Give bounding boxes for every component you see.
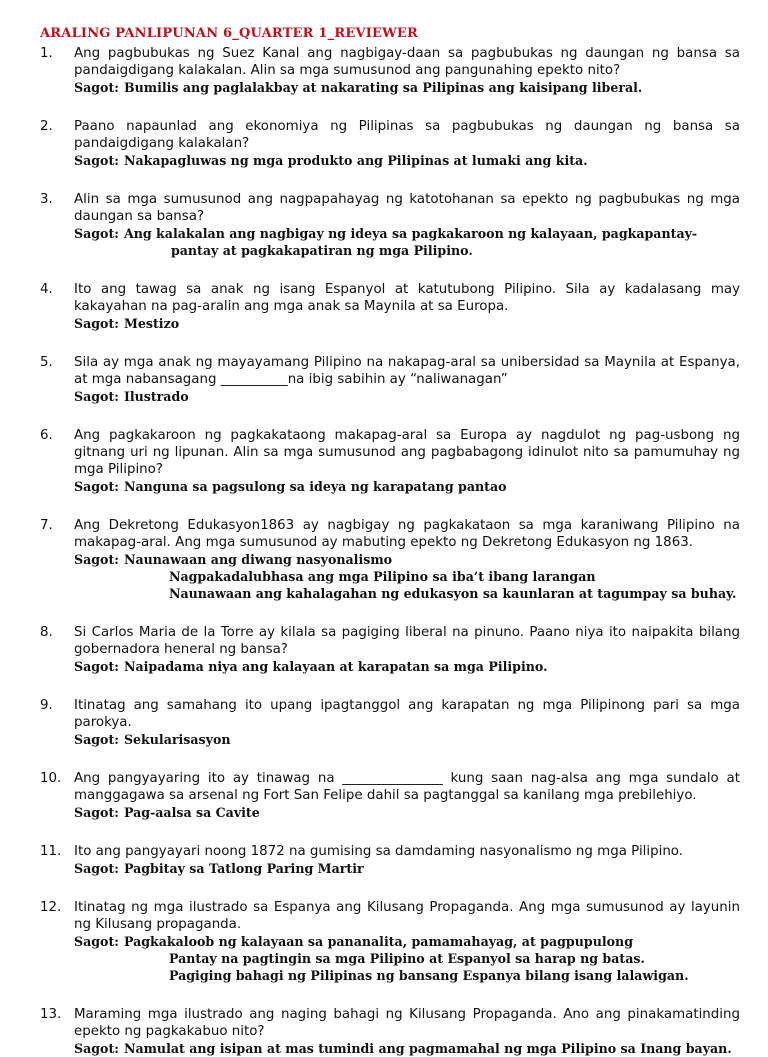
answer-text: Sekularisasyon [123,732,231,747]
question-text: Paano napaunlad ang ekonomiya ng Pilipinas sa pagbubukas ng daungan ng bansa sa pandaigdigang kalakalan? [74,119,740,151]
document-title: ARALING PANLIPUNAN 6_QUARTER 1_REVIEWER [40,26,419,41]
question-item [40,843,740,877]
question-body [74,281,740,332]
answer-text: Namulat ang isipan at mas tumindi ang pagmamahal ng mga Pilipino sa Inang bayan. [123,1041,732,1056]
answer-label: Sagot: [74,389,119,404]
question-body [74,899,740,984]
answer-block [74,1040,740,1057]
question-text: Alin sa mga sumusunod ang nagpapahayag ng katotohanan sa epekto ng pagbubukas ng mga daungan sa bansa? [74,192,740,224]
question-body [74,1006,740,1057]
answer-label: Sagot: [74,226,119,241]
question-text: Ito ang tawag sa anak ng isang Espanyol at katutubong Pilipino. Sila ay kadalasang may kakayahan na pag-aralin ang mga anak sa Maynila at sa Europa. [74,282,740,314]
question-text: Ang pangyayaring ito ay tinawag na _______________ kung saan nag-alsa ang mga sundalo at manggagawa sa arsenal ng Fort San Felipe dahil sa pagtanggal sa kanilang mga prebilehiyo. [74,771,740,803]
question-text: Itinatag ng mga ilustrado sa Espanya ang Kilusang Propaganda. Ang mga sumusunod ay layunin ng Kilusang propaganda. [74,900,740,932]
answer-text: pantay at pagkakapatiran ng mga Pilipino. [170,243,473,258]
answer-block [74,79,740,96]
question-list [40,45,740,1057]
question-number: 4. [40,282,53,297]
answer-text: Ang kalakalan ang nagbigay ng ideya sa pagkakaroon ng kalayaan, pagkapantay- [123,226,698,241]
answer-block [74,860,740,877]
answer-text: Bumilis ang paglalakbay at nakarating sa Pilipinas ang kaisipang liberal. [123,80,643,95]
question-item [40,899,740,984]
question-text: Ito ang pangyayari noong 1872 na gumising sa damdaming nasyonalismo ng mga Pilipino. [74,844,684,859]
answer-text: Pag-aalsa sa Cavite [123,805,260,820]
question-item [40,427,740,495]
question-text: Ang pagbubukas ng Suez Kanal ang nagbigay-daan sa pagbubukas ng daungan ng bansa sa pandaigdigang kalakalan. Alin sa mga sumusunod ang pangunahing epekto nito? [74,46,740,78]
answer-label: Sagot: [74,316,119,331]
question-body [74,118,740,169]
answer-block [74,388,740,405]
answer-label: Sagot: [74,153,119,168]
question-number: 13. [40,1007,62,1022]
question-body [74,843,740,877]
question-number: 2. [40,119,53,134]
question-item [40,354,740,405]
answer-text: Naunawaan ang diwang nasyonalismo [123,552,393,567]
question-item [40,697,740,748]
question-item [40,517,740,602]
question-body [74,354,740,405]
answer-label: Sagot: [74,861,119,876]
question-number: 6. [40,428,53,443]
question-text: Ang Dekretong Edukasyon1863 ay nagbigay ng pagkakataon sa mga karaniwang Pilipino na makapag-aral. Ang mga sumusunod ay mabuting epekto ng Dekretong Edukasyon ng 1863. [74,518,740,550]
answer-text: Pagiging bahagi ng Pilipinas ng bansang Espanya bilang isang lalawigan. [168,968,689,983]
answer-label: Sagot: [74,934,119,949]
question-number: 3. [40,192,53,207]
answer-text: Nanguna sa pagsulong sa ideya ng karapatang pantao [123,479,507,494]
question-body [74,624,740,675]
answer-label: Sagot: [74,1041,119,1056]
answer-text: Mestizo [123,316,180,331]
question-item [40,45,740,96]
question-number: 1. [40,46,53,61]
question-number: 5. [40,355,53,370]
answer-label: Sagot: [74,659,119,674]
question-body [74,191,740,259]
answer-label: Sagot: [74,732,119,747]
question-body [74,45,740,96]
answer-block [74,804,740,821]
question-text: Si Carlos Maria de la Torre ay kilala sa pagiging liberal na pinuno. Paano niya ito naipakita bilang gobernadora heneral ng bansa? [74,625,740,657]
answer-text: Pantay na pagtingin sa mga Pilipino at Espanyol sa harap ng batas. [168,951,645,966]
answer-block [74,152,740,169]
answer-block [74,551,740,602]
question-item [40,118,740,169]
question-text: Maraming mga ilustrado ang naging bahagi ng Kilusang Propaganda. Ano ang pinakamatinding epekto ng pagkakabuo nito? [74,1007,740,1039]
question-item [40,624,740,675]
answer-text: Pagbitay sa Tatlong Paring Martir [123,861,364,876]
question-item [40,281,740,332]
answer-block [74,478,740,495]
question-number: 9. [40,698,53,713]
question-text: Ang pagkakaroon ng pagkakataong makapag-aral sa Europa ay nagdulot ng pag-usbong ng gitnang uri ng lipunan. Alin sa mga sumusunod ang pagbabagong idinulot nito sa pamumuhay ng mga Pilipino? [74,428,740,477]
answer-text: Nakapagluwas ng mga produkto ang Pilipinas at lumaki ang kita. [123,153,588,168]
answer-text: Ilustrado [123,389,189,404]
question-text: Sila ay mga anak ng mayayamang Pilipino na nakapag-aral sa unibersidad sa Maynila at Espanya, at mga nabansagang __________na ibig sabihin ay “naliwanagan” [74,355,740,387]
question-number: 11. [40,844,62,859]
answer-label: Sagot: [74,552,119,567]
answer-block [74,315,740,332]
answer-text: Naunawaan ang kahalagahan ng edukasyon sa kaunlaran at tagumpay sa buhay. [168,586,737,601]
answer-label: Sagot: [74,479,119,494]
question-body [74,517,740,602]
answer-text: Naipadama niya ang kalayaan at karapatan sa mga Pilipino. [123,659,548,674]
question-body [74,427,740,495]
answer-block [74,933,740,984]
question-item [40,770,740,821]
question-number: 7. [40,518,53,533]
question-number: 10. [40,771,62,786]
answer-block [74,658,740,675]
question-body [74,770,740,821]
question-item [40,191,740,259]
answer-label: Sagot: [74,805,119,820]
question-number: 8. [40,625,53,640]
question-number: 12. [40,900,62,915]
question-body [74,697,740,748]
answer-text: Pagkakaloob ng kalayaan sa pananalita, pamamahayag, at pagpupulong [123,934,633,949]
answer-label: Sagot: [74,80,119,95]
answer-block [74,225,740,259]
answer-text: Nagpakadalubhasa ang mga Pilipino sa iba’t ibang larangan [168,569,596,584]
question-item [40,1006,740,1057]
question-text: Itinatag ang samahang ito upang ipagtanggol ang karapatan ng mga Pilipinong pari sa mga parokya. [74,698,740,730]
answer-block [74,731,740,748]
